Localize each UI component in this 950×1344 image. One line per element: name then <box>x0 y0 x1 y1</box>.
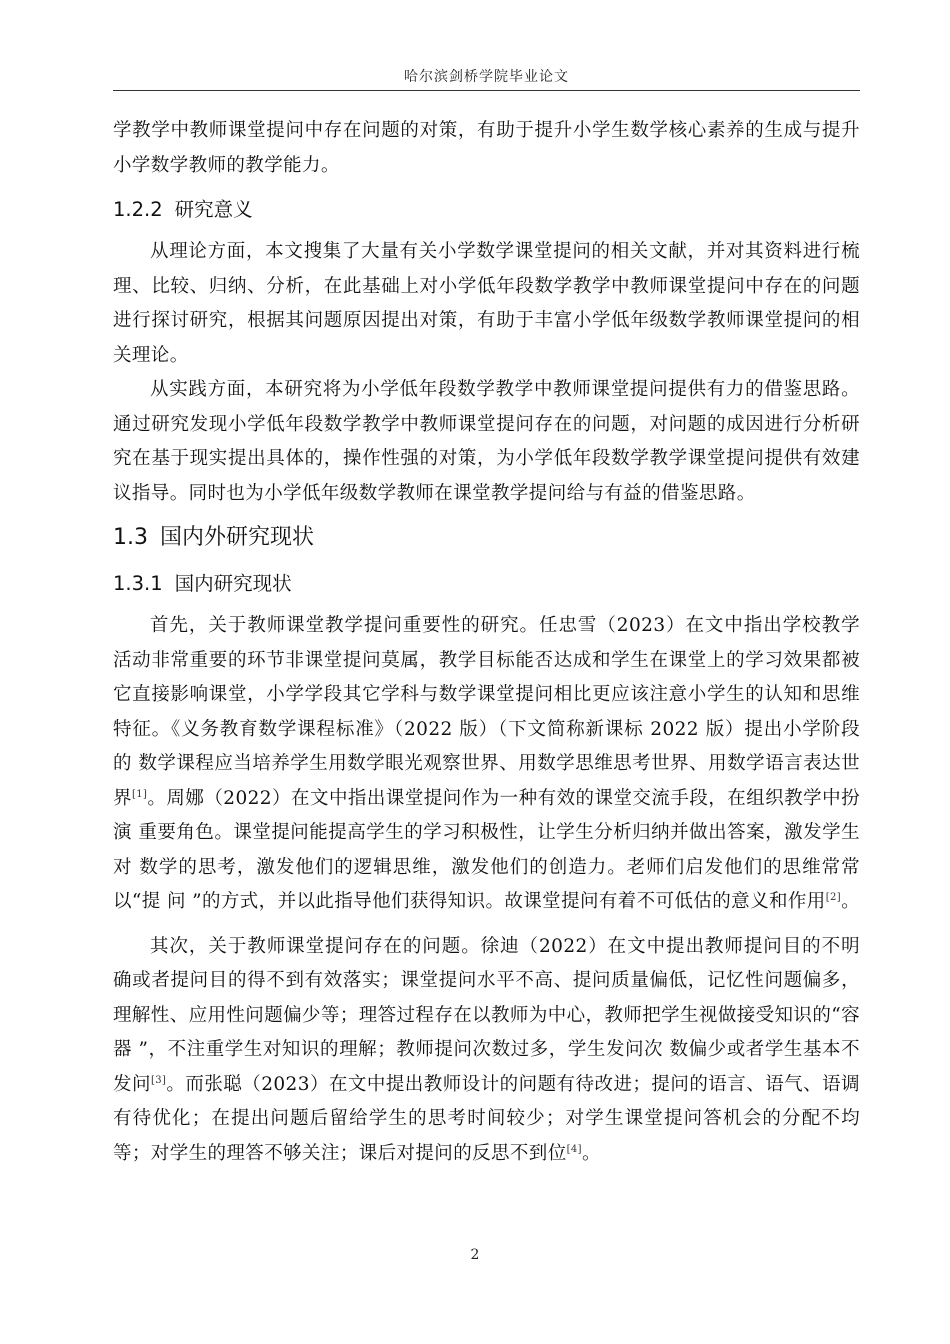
paragraph-practice: 从实践方面，本研究将为小学低年段数学教学中教师课堂提问提供有力的借鉴思路。通过研究发现小学低年段数学教学中教师课堂提问存在的问题，对问题的成因进行分析研究在基于现实提出具体的，操作性强的对策，为小学低年段数学教学课堂提问提供有效建议指导。同时也为小学低年级数学教师在课堂教学提问给与有益的借鉴思路。 <box>113 379 860 504</box>
page-number: 2 <box>470 1247 480 1263</box>
text-run: 。周娜（2022）在文中指出课堂提问作为一种有效的课堂交流手段，在组织教学中扮演 重要角色。课堂提问能提高学生的学习积极性，让学生分析归纳并做出答案，激发学生对 数学的思考，激发他们的逻辑思维，激发他们的创造力。老师们启发他们的思维常常以“提 问 ”的方式，并以此指导他们获得知识。故课堂提问有着不可低估的意义和作用 <box>113 787 860 912</box>
text-run: 。 <box>581 1142 601 1164</box>
paragraph-problems <box>113 930 860 1172</box>
section-title: 国内研究现状 <box>174 572 292 595</box>
section-heading-1-3 <box>113 519 860 557</box>
section-title: 研究意义 <box>174 198 253 221</box>
paragraph-theory: 从理论方面，本文搜集了大量有关小学数学课堂提问的相关文献，并对其资料进行梳理、比较、归纳、分析，在此基础上对小学低年段数学教学中教师课堂提问中存在的问题进行探讨研究，根据其问题原因提出对策，有助于丰富小学低年级数学教师课堂提问的相关理论。 <box>113 241 860 366</box>
citation-1: [1] <box>131 788 148 800</box>
paragraph-intro-continuation: 学教学中教师课堂提问中存在问题的对策，有助于提升小学生数学核心素养的生成与提升小学数学教师的教学能力。 <box>113 120 860 176</box>
section-number: 1.3 <box>113 525 148 550</box>
text-run: 。而张聪（2023）在文中提出教师设计的问题有待改进；提问的语言、语气、语调 有待优化；在提出问题后留给学生的思考时间较少；对学生课堂提问答机会的分配不均 等；对学生的理答不够关注；课后对提问的反思不到位 <box>113 1073 860 1164</box>
citation-2: [2] <box>825 891 842 903</box>
citation-4: [4] <box>566 1143 582 1155</box>
running-header: 哈尔滨剑桥学院毕业论文 <box>404 69 569 85</box>
section-number: 1.2.2 <box>113 198 163 221</box>
text-run: 首先，关于教师课堂教学提问重要性的研究。任忠雪（2023）在文中指出学校教学活动非常重要的环节非课堂提问莫属，教学目标能否达成和学生在课堂上的学习效果都被它直接影响课堂，小学学段其它学科与数学课堂提问相比更应该注意小学生的认知和思维特征。《义务教育数学课程标准》（2022 版）（下文简称新课标 2022 版）提出小学阶段的 数学课程应当培养学生用数学眼光观察世界、用数学思维思考世界、用数学语言表达世界 <box>113 615 860 809</box>
citation-3: [3] <box>150 1074 167 1086</box>
text-run: 。 <box>841 891 860 912</box>
section-title: 国内外研究现状 <box>160 525 315 550</box>
paragraph-importance <box>113 609 860 920</box>
section-heading-1-2-2 <box>113 193 860 227</box>
section-number: 1.3.1 <box>113 572 163 595</box>
section-heading-1-3-1 <box>113 567 860 601</box>
text-run: 其次，关于教师课堂提问存在的问题。徐迪（2022）在文中提出教师提问目的不明确或者提问目的得不到有效落实；课堂提问水平不高、提问质量偏低，记忆性问题偏多，理解性、应用性问题偏少等；理答过程存在以教师为中心，教师把学生视做接受知识的“容器 ”，不注重学生对知识的理解；教师提问次数过多，学生发问次 数偏少或者学生基本不 发问 <box>113 935 860 1095</box>
document-body <box>113 114 860 1171</box>
header-divider <box>113 90 860 91</box>
